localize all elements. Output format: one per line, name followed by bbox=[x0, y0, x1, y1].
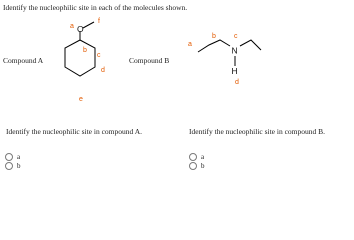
compound-b-structure bbox=[198, 40, 261, 66]
compound-b-site-d-label: d bbox=[235, 79, 239, 86]
compound-a-site-e-label: e bbox=[79, 96, 83, 103]
question-text: Identify the nucleophilic site in each of the molecules shown. bbox=[3, 3, 188, 12]
sub-question-b: Identify the nucleophilic site in compound B. bbox=[189, 127, 326, 136]
compound-a-name: Compound A bbox=[3, 56, 44, 65]
option-label: a bbox=[201, 152, 205, 161]
option-label: a bbox=[17, 152, 21, 161]
sub-question-a: Identify the nucleophilic site in compound A. bbox=[6, 127, 143, 136]
option-a-b[interactable] bbox=[5, 161, 21, 170]
option-b-a[interactable] bbox=[189, 152, 205, 161]
right-ethyl-chain bbox=[240, 40, 261, 50]
compound-a-site-f-label: f bbox=[98, 18, 100, 25]
compound-a-site-c-label: c bbox=[97, 52, 101, 59]
compound-a-oxygen-atom: O bbox=[77, 24, 84, 34]
compound-b-nitrogen-atom: N bbox=[231, 45, 238, 56]
option-label: b bbox=[17, 161, 21, 170]
left-ethyl-chain bbox=[198, 40, 230, 52]
oxygen-hydrogen-bond bbox=[83, 22, 94, 28]
radio-button[interactable] bbox=[189, 162, 197, 170]
compound-b-hydrogen-atom: H bbox=[231, 66, 238, 76]
option-a-a[interactable] bbox=[5, 152, 21, 161]
radio-button[interactable] bbox=[5, 162, 13, 170]
radio-button[interactable] bbox=[5, 153, 13, 161]
compound-a-site-b-label: b bbox=[83, 47, 87, 54]
radio-button[interactable] bbox=[189, 153, 197, 161]
compound-a-site-a-label: a bbox=[70, 23, 74, 30]
compound-a-options bbox=[5, 152, 21, 170]
compound-b-name: Compound B bbox=[129, 56, 170, 65]
option-label: b bbox=[201, 161, 205, 170]
compound-b-site-a-label: a bbox=[188, 41, 192, 48]
compound-b-site-b-label: b bbox=[212, 33, 216, 40]
compound-a-site-d-label: d bbox=[101, 67, 105, 74]
compound-b-options bbox=[189, 152, 205, 170]
option-b-b[interactable] bbox=[189, 161, 205, 170]
cyclohexane-ring bbox=[65, 40, 95, 76]
compound-b-site-c-label: c bbox=[234, 33, 238, 40]
